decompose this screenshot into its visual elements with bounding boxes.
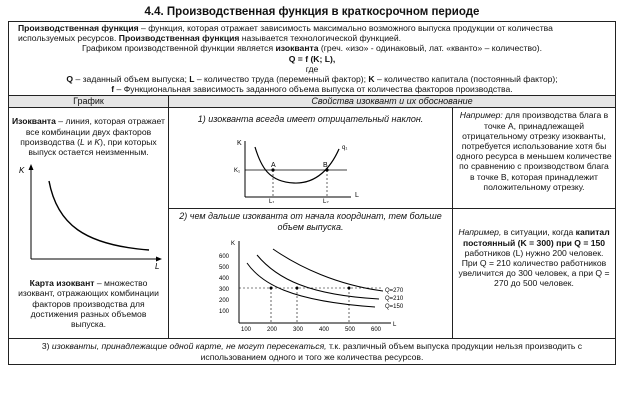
- k-definition: – количество капитала (постоянный фактор);: [374, 74, 558, 85]
- p3-number: 3): [41, 341, 52, 352]
- p2-xtick: 600: [371, 327, 382, 334]
- term-production-function-2: Производственная функция: [118, 33, 240, 44]
- p2-xtick: 100: [241, 327, 252, 334]
- p2-axis-l: L: [393, 322, 397, 329]
- p2-xtick: 400: [319, 327, 330, 334]
- p1-axis-k: K: [237, 140, 242, 148]
- p2-ytick: 200: [219, 298, 230, 305]
- p2-label-q210: Q=210: [385, 296, 404, 303]
- property-2-cell: [169, 209, 453, 339]
- p3-reason: т.к. различный объем выпуска продукции нельзя производить с использованием одного и того же количества ресурсов.: [200, 341, 583, 362]
- definition-technological: называется технологической функцией.: [239, 33, 402, 44]
- p2-ytick: 500: [219, 265, 230, 272]
- header-properties: Свойства изоквант и их обоснование: [169, 96, 616, 108]
- p2-example-lead: Например,: [458, 227, 502, 238]
- axis-l-label: L: [155, 262, 160, 272]
- p2-y-ticks: [219, 254, 230, 315]
- p1-example-lead: Например:: [459, 110, 503, 121]
- p1-axis-l: L: [355, 192, 359, 200]
- isoquant-def-l: L: [80, 136, 85, 147]
- p1-label-l2: L₂: [323, 199, 329, 204]
- p2-xtick: 200: [267, 327, 278, 334]
- isoquant-word: изокванта: [275, 43, 319, 54]
- content-table: [8, 21, 616, 365]
- l-definition: – количество труда (переменный фактор);: [194, 74, 369, 85]
- q-symbol: Q: [66, 74, 74, 85]
- q-definition: – заданный объем выпуска;: [73, 74, 190, 85]
- p2-isoquant-q210: [257, 255, 379, 299]
- isoquant-map-definition: [9, 276, 168, 331]
- p1-label-q1: q₁: [342, 145, 348, 152]
- formula: Q = f (K; L),: [288, 53, 336, 64]
- p2-isoquant-q150: [247, 263, 375, 307]
- p1-label-k1: K₁: [234, 168, 241, 175]
- property-2-graph: [169, 235, 451, 333]
- axis-k-label: K: [19, 166, 25, 176]
- p1-label-l1: L₁: [269, 199, 275, 204]
- x-axis-arrow: [156, 257, 162, 262]
- p2-xtick: 300: [293, 327, 304, 334]
- isoquant-curve: [49, 181, 149, 250]
- etymology: (греч. «изо» - одинаковый, лат. «кванто» – количество).: [318, 43, 543, 54]
- f-symbol: f: [111, 84, 115, 95]
- y-axis-arrow: [29, 164, 34, 170]
- p2-ytick: 300: [219, 287, 230, 294]
- isoquant-def-and: и: [84, 136, 95, 147]
- property-1-graph: [169, 127, 451, 203]
- property-1-cell: [169, 108, 453, 209]
- p2-axis-k: K: [231, 241, 236, 248]
- graph-sentence: Графиком производственной функции является: [81, 43, 276, 54]
- p2-ytick: 400: [219, 276, 230, 283]
- property-2-statement: 2) чем дальше изокванта от начала координат, тем больше объем выпуска.: [179, 211, 442, 233]
- property-1-example: [453, 108, 615, 194]
- p2-ytick: 600: [219, 254, 230, 261]
- isoquant-map-def: – множество изоквант, отражающих комбинации факторов производства для достижения разных объемов выпуска.: [18, 278, 159, 330]
- isoquant-map-term: Карта изоквант: [29, 278, 95, 289]
- p2-xtick: 500: [345, 327, 356, 334]
- property-3-statement: [9, 339, 615, 363]
- isoquant-def-a: – линия, которая отражает все комбинации двух факторов производства (: [20, 116, 165, 147]
- p1-example-text: для производства блага в точке A, принадлежащей отрицательному отрезку изокванты, потребуется использование хотя бы одного ресурса в меньшем количестве по сравнению с производством блага в точке B, которая принадлежит положительному отрезку.: [456, 110, 612, 192]
- isoquant-graph: [9, 159, 167, 271]
- p1-label-a: A: [271, 162, 276, 170]
- p3-italic: изокванты, принадлежащие одной карте, не могут пересекаться,: [51, 341, 327, 352]
- p2-isoquant-q270: [273, 249, 383, 291]
- isoquant-def-k: K: [94, 136, 101, 147]
- k-symbol: K: [368, 74, 375, 85]
- header-graph: График: [9, 96, 169, 108]
- term-production-function: Производственная функция: [18, 23, 139, 33]
- isoquant-definition: [9, 108, 168, 159]
- property-1-example-cell: [453, 108, 616, 209]
- p2-example-a: в ситуации, когда: [501, 227, 576, 238]
- p2-label-q270: Q=270: [385, 288, 404, 295]
- where-word: где: [305, 63, 319, 74]
- property-3-cell: [9, 339, 616, 364]
- p2-label-q150: Q=150: [385, 304, 404, 311]
- property-2-example-cell: [453, 209, 616, 339]
- p1-label-b: B: [323, 162, 328, 170]
- p2-point-q210: [296, 287, 299, 290]
- p2-example-b: работников (L) нужно 200 человек. При Q = 210 количество работников увеличится до 300 человек, а при Q = 270 до 500 человек.: [458, 247, 610, 289]
- p2-point-q270: [348, 287, 351, 290]
- intro-cell: [9, 22, 616, 96]
- p2-example-bold: капитал постоянный (K = 300) при Q = 150: [462, 227, 610, 248]
- l-symbol: L: [189, 74, 195, 85]
- intro-text: [9, 22, 615, 95]
- property-1-statement: 1) изокванта всегда имеет отрицательный наклон.: [197, 114, 424, 125]
- p2-point-q150: [270, 287, 273, 290]
- p2-x-ticks: [241, 327, 382, 333]
- page-title: 4.4. Производственная функция в краткосрочном периоде: [144, 6, 480, 18]
- left-column: [9, 108, 169, 339]
- definition-production-function: – функция, которая отражает зависимость максимально возможного выпуска продукции от количества используемых ресурсов.: [18, 23, 553, 44]
- isoquant-def-b: ), при которых выпуск остается неизменным.: [28, 136, 157, 158]
- f-definition: – Функциональная зависимость заданного объема выпуска от количества факторов производства.: [114, 84, 513, 95]
- isoquant-term: Изокванта: [12, 116, 56, 127]
- p2-ytick: 100: [219, 309, 230, 316]
- property-2-example: [453, 209, 615, 290]
